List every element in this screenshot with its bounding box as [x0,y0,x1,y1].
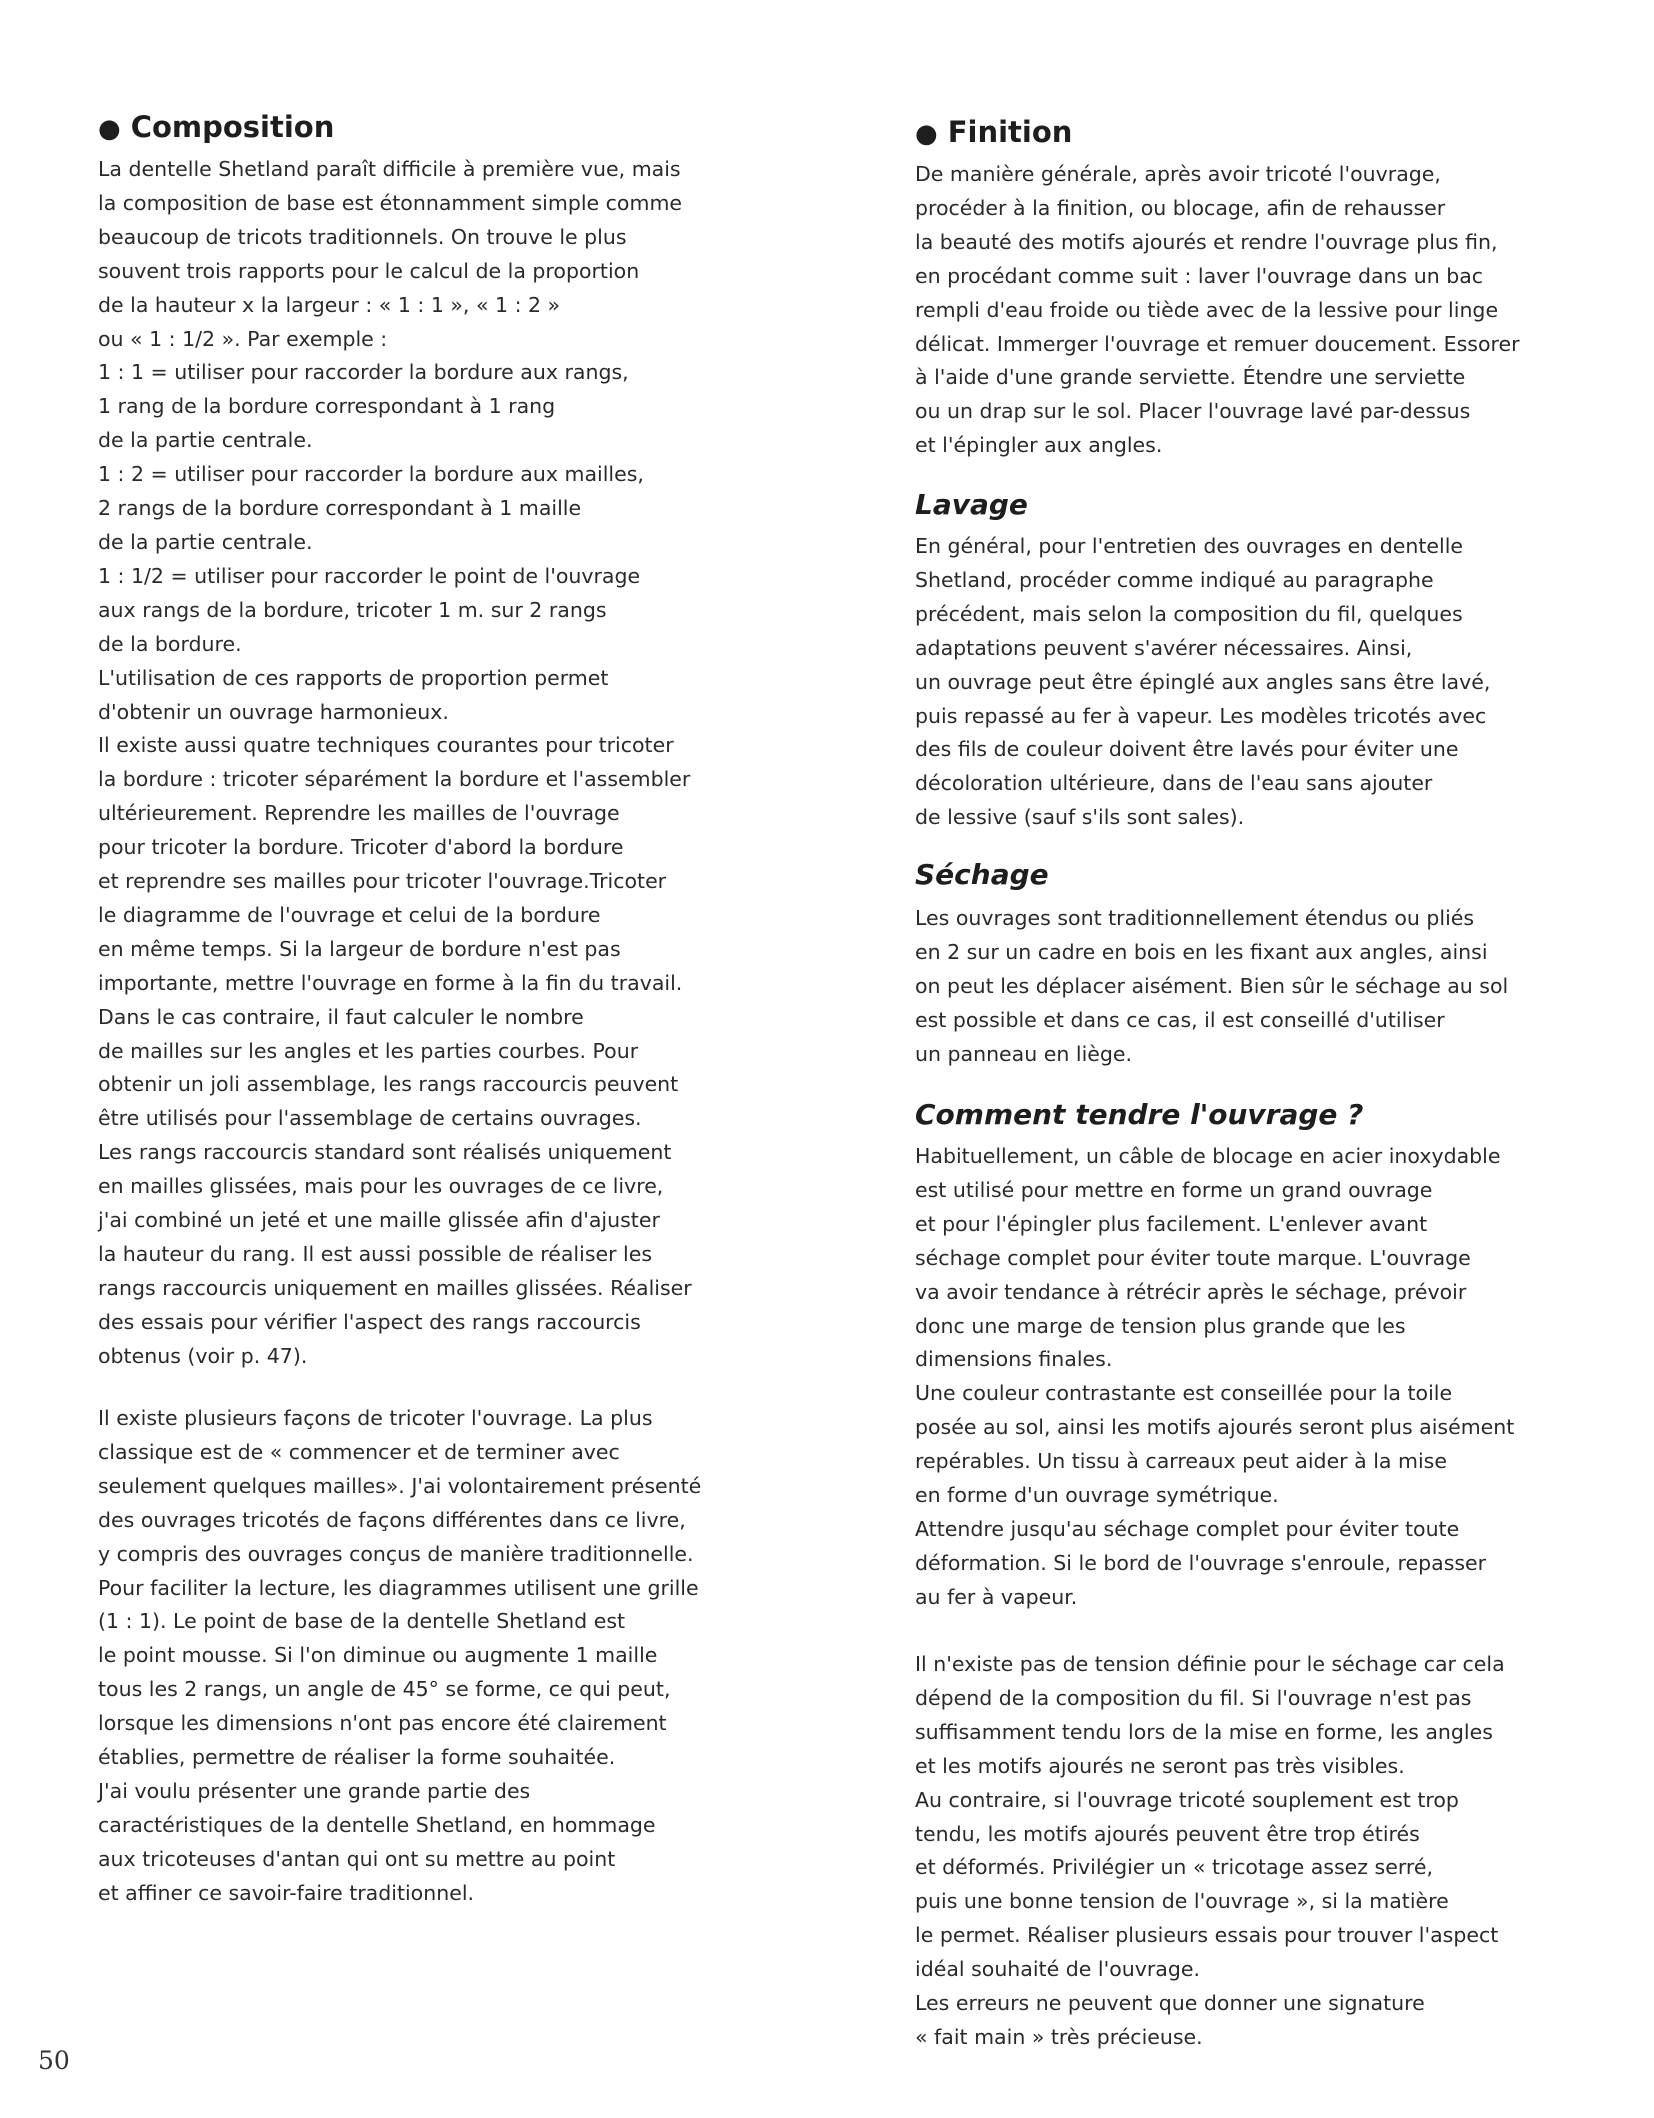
text-line: la composition de base est étonnamment simple comme [98,190,683,215]
text-line: suffisamment tendu lors de la mise en forme, les angles [915,1719,1493,1744]
text-line: va avoir tendance à rétrécir après le séchage, prévoir [915,1279,1467,1304]
text-line: des fils de couleur doivent être lavés pour éviter une [915,737,1459,762]
text-line: ou « 1 : 1/2 ». Par exemple : [98,326,388,351]
text-line: est utilisé pour mettre en forme un grand ouvrage [915,1177,1433,1202]
text-line: tous les 2 rangs, un angle de 45° se forme, ce qui peut, [98,1677,671,1702]
text-line: des essais pour vérifier l'aspect des rangs raccourcis [98,1309,641,1334]
page-number: 50 [38,2046,70,2075]
heading-comment-tendre: Comment tendre l'ouvrage ? [915,1098,1364,1131]
text-line: caractéristiques de la dentelle Shetland, en hommage [98,1812,656,1837]
text-line: de la hauteur x la largeur : « 1 : 1 », « 1 : 2 » [98,292,561,317]
text-line: Il existe aussi quatre techniques courantes pour tricoter [98,733,674,758]
text-line: et l'épingler aux angles. [915,433,1163,458]
text-line: aux tricoteuses d'antan qui ont su mettre au point [98,1846,616,1871]
text-line: 1 rang de la bordure correspondant à 1 rang [98,394,556,419]
text-line: des ouvrages tricotés de façons différentes dans ce livre, [98,1507,686,1532]
composition-paragraph-2 [98,1402,701,1911]
heading-sechage: Séchage [915,858,1049,891]
text-line: beaucoup de tricots traditionnels. On trouve le plus [98,224,627,249]
bullet-icon: ● [915,119,938,149]
text-line: j'ai combiné un jeté et une maille glissée afin d'ajuster [98,1208,660,1233]
text-line: décoloration ultérieure, dans de l'eau sans ajouter [915,771,1433,796]
comment-tendre-paragraph-2 [915,1648,1505,2055]
text-line: puis une bonne tension de l'ouvrage », si la matière [915,1889,1449,1914]
text-line: le point mousse. Si l'on diminue ou augmente 1 maille [98,1643,658,1668]
text-line: repérables. Un tissu à carreaux peut aider à la mise [915,1449,1447,1474]
heading-finition: ● Finition [915,115,1073,149]
text-line: Une couleur contrastante est conseillée pour la toile [915,1381,1453,1406]
text-line: donc une marge de tension plus grande que les [915,1313,1406,1338]
text-line: dépend de la composition du fil. Si l'ouvrage n'est pas [915,1685,1472,1710]
text-line: Les rangs raccourcis standard sont réalisés uniquement [98,1140,672,1165]
text-line: de la partie centrale. [98,428,313,453]
text-line: Pour faciliter la lecture, les diagrammes utilisent une grille [98,1575,699,1600]
text-line: En général, pour l'entretien des ouvrages en dentelle [915,534,1464,558]
text-line: de lessive (sauf s'ils sont sales). [915,805,1245,830]
text-line: Il n'existe pas de tension définie pour le séchage car cela [915,1652,1505,1676]
text-line: ou un drap sur le sol. Placer l'ouvrage lavé par-dessus [915,399,1471,424]
text-line: est possible et dans ce cas, il est conseillé d'utiliser [915,1007,1445,1032]
text-line: adaptations peuvent s'avérer nécessaires. Ainsi, [915,635,1413,660]
bullet-icon: ● [98,114,121,144]
text-line: J'ai voulu présenter une grande partie des [98,1778,531,1803]
text-line: 1 : 1/2 = utiliser pour raccorder le point de l'ouvrage [98,563,641,588]
text-line: classique est de « commencer et de terminer avec [98,1439,620,1464]
text-line: 1 : 1 = utiliser pour raccorder la bordure aux rangs, [98,360,629,385]
text-line: on peut les déplacer aisément. Bien sûr le séchage au sol [915,973,1509,998]
text-line: être utilisés pour l'assemblage de certains ouvrages. [98,1106,642,1131]
text-line: un panneau en liège. [915,1041,1133,1066]
text-line: et les motifs ajourés ne seront pas très visibles. [915,1753,1405,1778]
text-line: précédent, mais selon la composition du fil, quelques [915,601,1463,626]
text-line: la bordure : tricoter séparément la bordure et l'assembler [98,767,691,792]
finition-paragraph [915,158,1520,463]
text-line: en forme d'un ouvrage symétrique. [915,1483,1279,1508]
text-line: posée au sol, ainsi les motifs ajourés seront plus aisément [915,1415,1515,1440]
text-line: en mailles glissées, mais pour les ouvrages de ce livre, [98,1174,664,1199]
text-line: la beauté des motifs ajourés et rendre l'ouvrage plus fin, [915,229,1498,254]
text-line: la hauteur du rang. Il est aussi possible de réaliser les [98,1242,653,1266]
text-line: délicat. Immerger l'ouvrage et remuer doucement. Essorer [915,331,1520,356]
text-line: idéal souhaité de l'ouvrage. [915,1957,1200,1982]
text-line: Dans le cas contraire, il faut calculer le nombre [98,1004,584,1029]
text-line: le permet. Réaliser plusieurs essais pour trouver l'aspect [915,1923,1499,1948]
text-line: souvent trois rapports pour le calcul de la proportion [98,258,640,283]
text-line: de la bordure. [98,631,242,656]
text-line: aux rangs de la bordure, tricoter 1 m. sur 2 rangs [98,597,607,622]
text-line: dimensions finales. [915,1347,1113,1372]
text-line: Habituellement, un câble de blocage en acier inoxydable [915,1144,1501,1168]
text-line: à l'aide d'une grande serviette. Étendre une serviette [915,365,1466,390]
text-line: en 2 sur un cadre en bois en les fixant aux angles, ainsi [915,939,1488,964]
text-line: tendu, les motifs ajourés peuvent être trop étirés [915,1821,1420,1846]
heading-composition: ● Composition [98,110,335,144]
text-line: Au contraire, si l'ouvrage tricoté souplement est trop [915,1787,1459,1812]
text-line: d'obtenir un ouvrage harmonieux. [98,699,449,724]
text-line: Les ouvrages sont traditionnellement étendus ou pliés [915,906,1475,930]
lavage-paragraph [915,530,1490,835]
text-line: déformation. Si le bord de l'ouvrage s'enroule, repasser [915,1550,1487,1575]
text-line: obtenir un joli assemblage, les rangs raccourcis peuvent [98,1072,679,1097]
text-line: en même temps. Si la largeur de bordure n'est pas [98,936,621,961]
text-line: (1 : 1). Le point de base de la dentelle Shetland est [98,1609,626,1634]
text-line: importante, mettre l'ouvrage en forme à la fin du travail. [98,970,683,995]
text-line: lorsque les dimensions n'ont pas encore été clairement [98,1711,667,1736]
text-line: en procédant comme suit : laver l'ouvrage dans un bac [915,263,1484,288]
text-line: et affiner ce savoir-faire traditionnel. [98,1880,475,1905]
text-line: 2 rangs de la bordure correspondant à 1 maille [98,496,582,521]
text-line: L'utilisation de ces rapports de proportion permet [98,665,609,690]
text-line: rempli d'eau froide ou tiède avec de la lessive pour linge [915,297,1499,322]
text-line: De manière générale, après avoir tricoté l'ouvrage, [915,162,1441,186]
text-line: établies, permettre de réaliser la forme souhaitée. [98,1745,616,1770]
text-line: un ouvrage peut être épinglé aux angles sans être lavé, [915,669,1491,694]
text-line: et reprendre ses mailles pour tricoter l'ouvrage.Tricoter [98,869,667,894]
text-line: « fait main » très précieuse. [915,2024,1203,2049]
text-line: de la partie centrale. [98,529,313,554]
text-line: 1 : 2 = utiliser pour raccorder la bordure aux mailles, [98,462,644,487]
text-line: et pour l'épingler plus facilement. L'enlever avant [915,1211,1428,1236]
text-line: ultérieurement. Reprendre les mailles de l'ouvrage [98,801,620,826]
text-line: Il existe plusieurs façons de tricoter l'ouvrage. La plus [98,1406,653,1430]
text-line: Shetland, procéder comme indiqué au paragraphe [915,567,1434,592]
text-line: Attendre jusqu'au séchage complet pour éviter toute [915,1516,1460,1541]
text-line: et déformés. Privilégier un « tricotage assez serré, [915,1855,1433,1880]
text-line: pour tricoter la bordure. Tricoter d'abord la bordure [98,835,624,860]
text-line: obtenus (voir p. 47). [98,1343,308,1368]
text-line: puis repassé au fer à vapeur. Les modèles tricotés avec [915,703,1487,728]
composition-paragraph-1 [98,153,692,1374]
text-line: La dentelle Shetland paraît difficile à première vue, mais [98,157,681,181]
text-line: Les erreurs ne peuvent que donner une signature [915,1991,1425,2016]
heading-lavage: Lavage [915,488,1028,521]
text-line: rangs raccourcis uniquement en mailles glissées. Réaliser [98,1275,692,1300]
text-line: séchage complet pour éviter toute marque. L'ouvrage [915,1245,1471,1270]
comment-tendre-paragraph-1 [915,1140,1514,1615]
text-line: procéder à la finition, ou blocage, afin de rehausser [915,195,1446,220]
sechage-paragraph [915,902,1508,1072]
text-line: seulement quelques mailles». J'ai volontairement présenté [98,1473,702,1498]
text-line: au fer à vapeur. [915,1584,1078,1609]
text-line: y compris des ouvrages conçus de manière traditionnelle. [98,1541,694,1566]
text-line: le diagramme de l'ouvrage et celui de la bordure [98,902,601,927]
text-line: de mailles sur les angles et les parties courbes. Pour [98,1038,639,1063]
